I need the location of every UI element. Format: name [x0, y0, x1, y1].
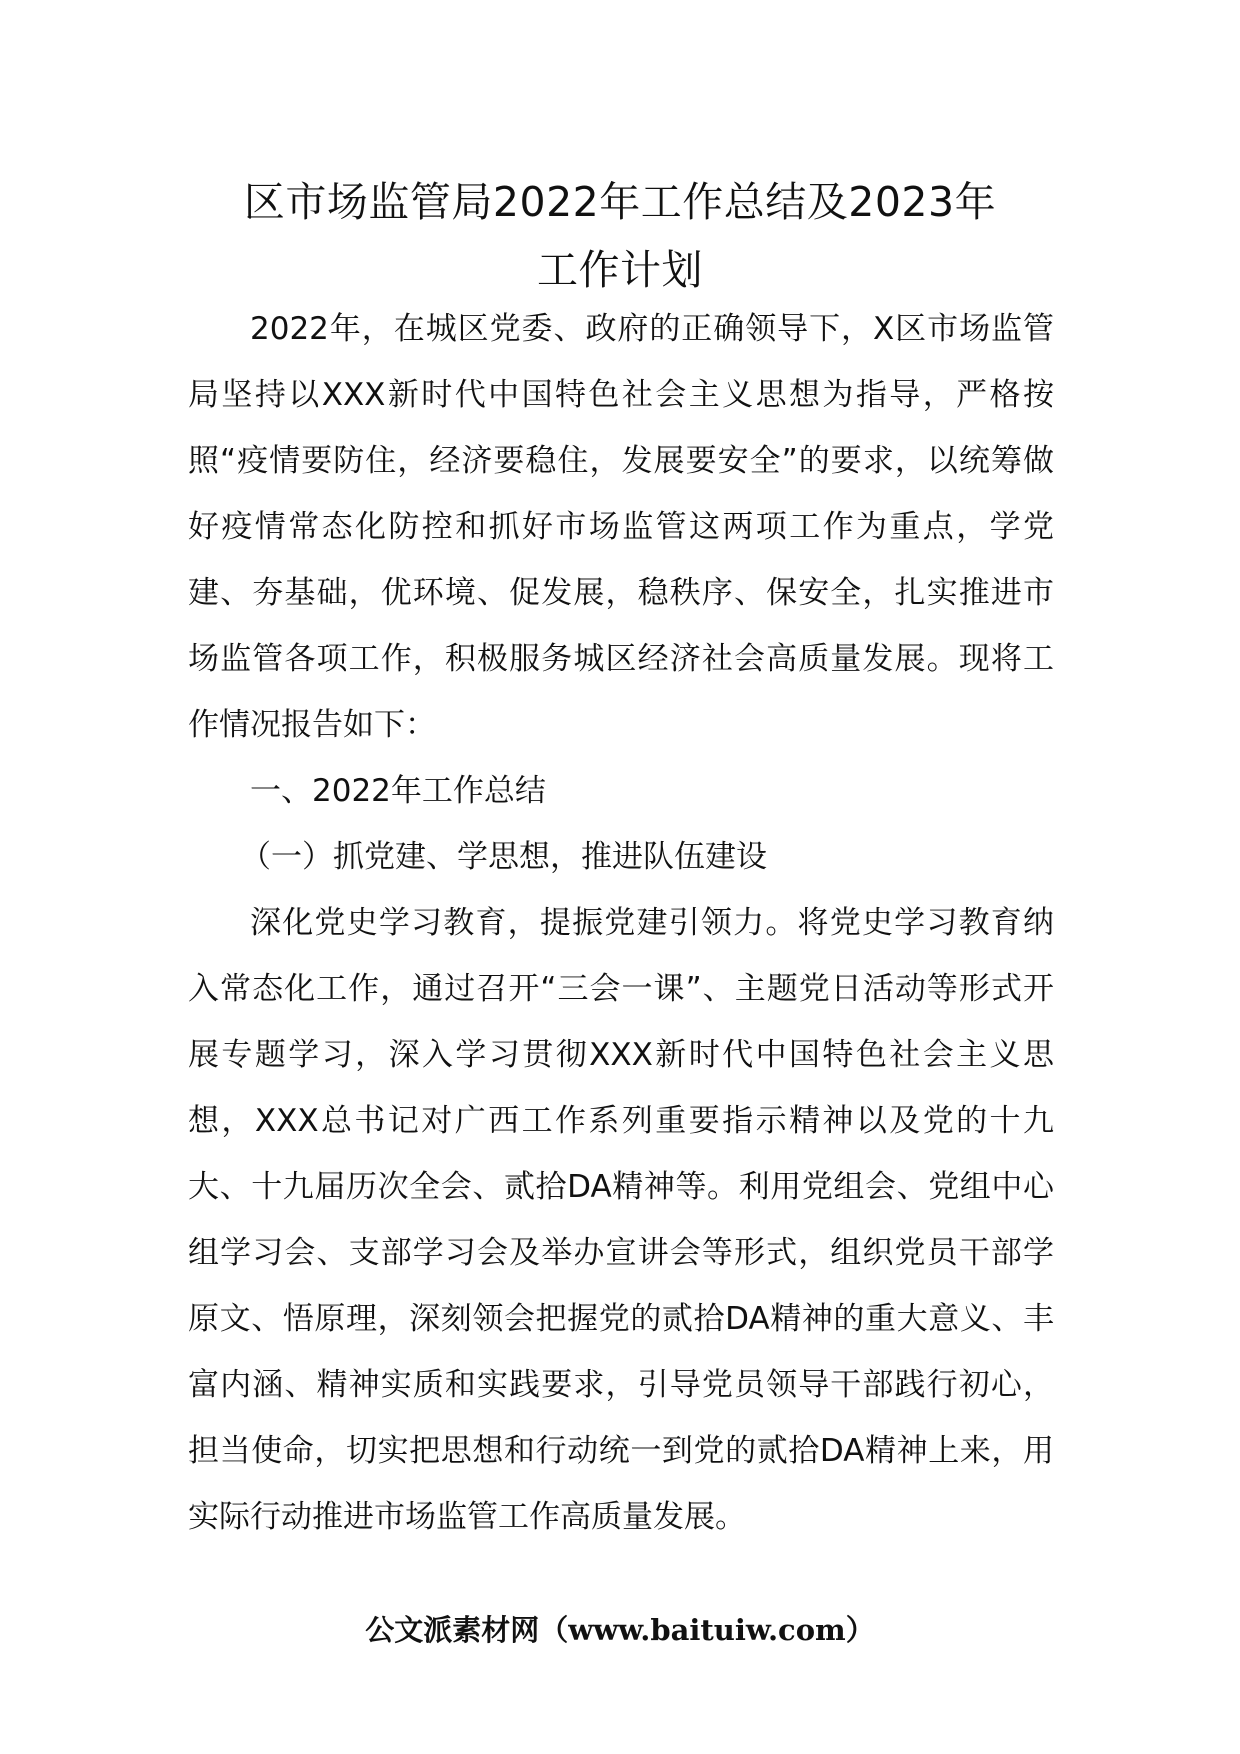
subsection-heading: （一）抓党建、学思想，推进队伍建设 — [240, 839, 767, 875]
body-paragraph: 深化党史学习教育，提振党建引领力。将党史学习教育纳入常态化工作，通过召开“三会一课”、主题党日活动等形式开展专题学习，深入学习贯彻XXX新时代中国特色社会主义思想，XXX总书记对广西工作系列重要指示精神以及党的十九大、十九届历次全会、贰拾DA精神等。利用党组会、党组中心组学习会、支部学习会及举办宣讲会等形式，组织党员干部学原文、悟原理，深刻领会把握党的贰拾DA精神的重大意义、丰富内涵、精神实质和实践要求，引导党员领导干部践行初心，担当使命，切实把思想和行动统一到党的贰拾DA精神上来，用实际行动推进市场监管工作高质量发展。 — [188, 905, 1054, 1535]
document-title-line-2: 工作计划 — [537, 246, 703, 294]
section-heading: 一、2022年工作总结 — [250, 773, 546, 809]
document-body — [188, 296, 1054, 1550]
document-title-line-1: 区市场监管局2022年工作总结及2023年 — [243, 178, 997, 226]
footer-watermark: 公文派素材网（www.baituiw.com） — [365, 1613, 875, 1647]
intro-paragraph: 2022年，在城区党委、政府的正确领导下，X区市场监管局坚持以XXX新时代中国特色社会主义思想为指导，严格按照“疫情要防住，经济要稳住，发展要安全”的要求，以统筹做好疫情常态化防控和抓好市场监管这两项工作为重点，学党建、夯基础，优环境、促发展，稳秩序、保安全，扎实推进市场监管各项工作，积极服务城区经济社会高质量发展。现将工作情况报告如下： — [188, 311, 1054, 743]
